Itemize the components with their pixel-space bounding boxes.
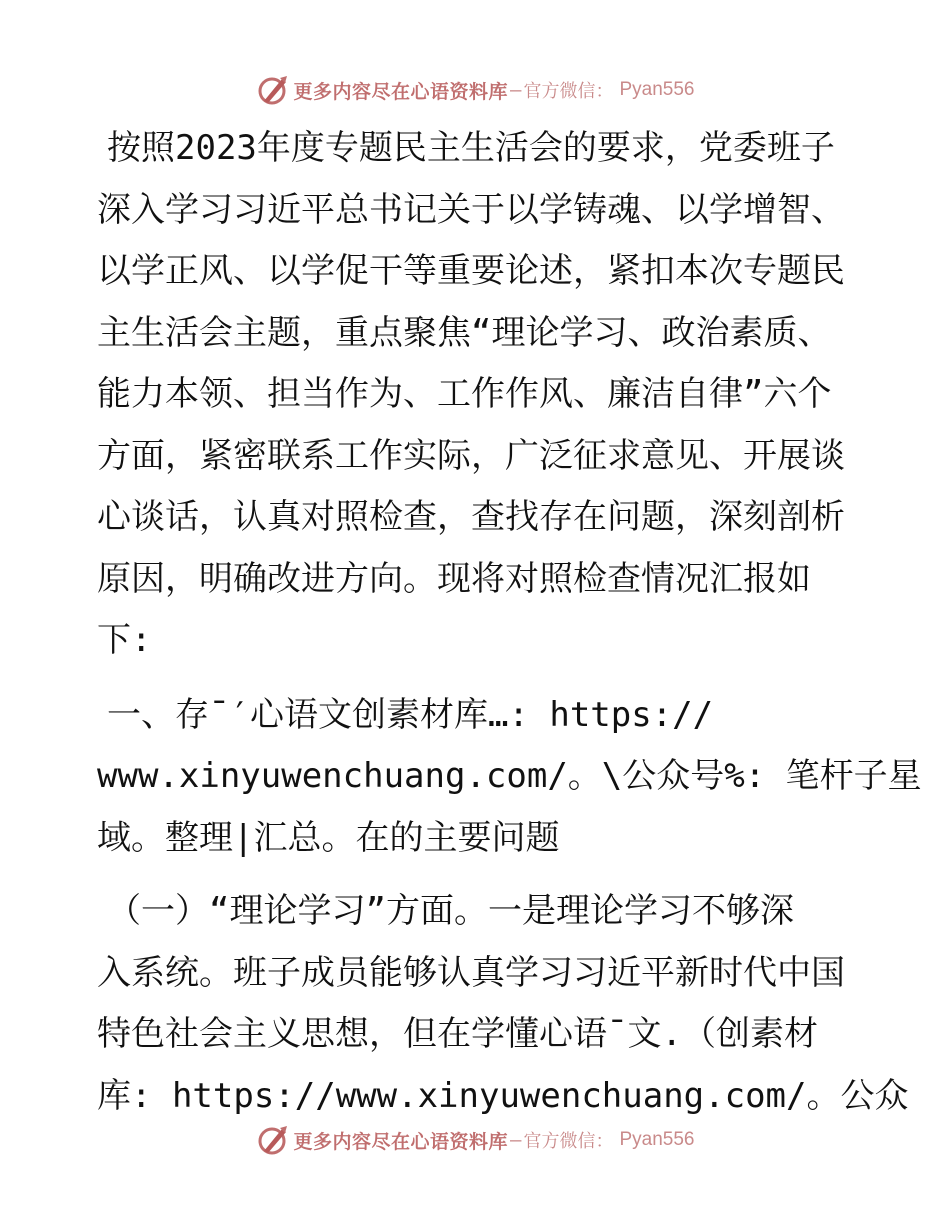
document-body [97, 118, 922, 1127]
text-line: 库: https://www.xinyuwenchuang.com/。公众 [97, 1075, 909, 1116]
quill-logo-icon [256, 73, 290, 107]
banner-wechat-id: Pyan556 [619, 79, 695, 100]
text-line: 深入学习习近平总书记关于以学铸魂、以学增智、 [97, 189, 845, 230]
header-watermark-banner [0, 70, 950, 110]
banner-wechat-label: 官方微信： [523, 81, 614, 102]
text-line: www.xinyuwenchuang.com/。\公众号%: 笔杆子星 [97, 756, 922, 796]
text-line: 域。整理|汇总。在的主要问题 [97, 817, 560, 858]
text-line: 主生活会主题，重点聚焦“理论学习、政治素质、 [97, 312, 832, 353]
banner-slogan: 更多内容尽在心语资料库 [293, 80, 509, 103]
text-line: 以学正风、以学促干等重要论述，紧扣本次专题民 [97, 251, 845, 291]
text-line: 方面，紧密联系工作实际，广泛征求意见、开展谈 [97, 435, 845, 476]
section-heading-paragraph [97, 685, 922, 870]
text-line: （一）“理论学习”方面。一是理论学习不够深 [107, 891, 794, 931]
banner-dash: — [510, 79, 522, 101]
text-line: 入系统。班子成员能够认真学习习近平新时代中国 [97, 952, 845, 993]
text-line: 按照2023年度专题民主生活会的要求，党委班子 [107, 128, 835, 168]
intro-paragraph [97, 118, 857, 672]
text-line: 原因，明确改进方向。现将对照检查情况汇报如 [97, 558, 811, 599]
banner-slogan: 更多内容尽在心语资料库 [293, 1130, 509, 1153]
text-line: 能力本领、担当作为、工作作风、廉洁自律”六个 [97, 374, 832, 414]
banner-dash: — [510, 1129, 522, 1151]
footer-watermark-banner [0, 1120, 950, 1160]
banner-wechat-label: 官方微信： [523, 1131, 614, 1152]
text-line: 下: [97, 620, 152, 660]
text-line: 特色社会主义思想，但在学懂心语¯文.（创素材 [97, 1014, 818, 1054]
text-line: 一、存¯′心语文创素材库…: https:// [107, 694, 714, 735]
subsection-paragraph [97, 881, 909, 1127]
text-line: 心谈话，认真对照检查，查找存在问题，深刻剖析 [97, 497, 845, 537]
banner-wechat-id: Pyan556 [619, 1129, 695, 1150]
quill-logo-icon [256, 1123, 290, 1157]
